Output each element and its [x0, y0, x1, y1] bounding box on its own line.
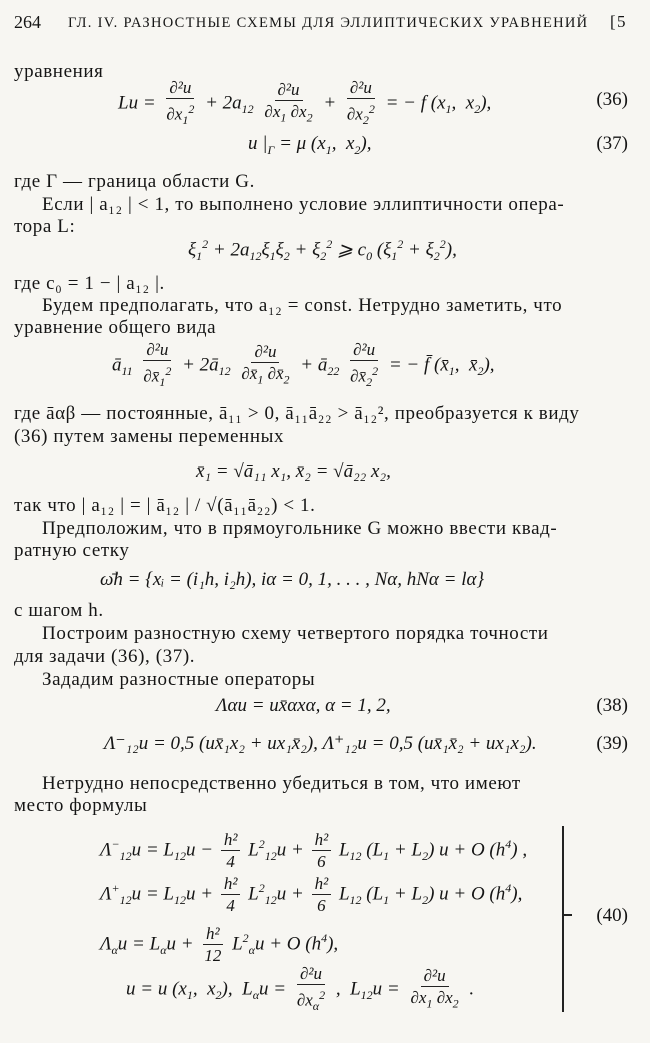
- text-line: ратную сетку: [14, 540, 130, 561]
- equation-39: Λ⁻₁₂u = 0,5 (ux̄₁x₂ + ux₁x̄₂), Λ⁺₁₂u = 0,5 (ux̄₁x̄₂ + ux₁x₂).: [104, 733, 537, 754]
- variable-substitution: x̄₁ = √ā₁₁ x₁, x̄₂ = √ā₂₂ x₂,: [196, 461, 391, 482]
- section-number: [5: [610, 12, 627, 31]
- text-line: так что | a₁₂ | = | ā₁₂ | / √(ā₁₁ā₂₂) < 1.: [14, 495, 316, 516]
- equation-general-form: $ā_{11}$ $\frac{\text{∂²u}}{\partial x̄_1^2}$ + $2ā_{12}$ $\frac{\text{∂²u}}{\partial x̄_1 \partial x̄_2}$ + $ā_{22}$ $\frac{\text{∂²u}}{\partial x̄_2^2}$ = − f̄ ($x̄_1$, $x̄_2$),: [112, 340, 495, 390]
- grid-definition: ω̄h = {xᵢ = (i₁h, i₂h), iα = 0, 1, . . . , Nα, hNα = lα}: [100, 569, 485, 590]
- formula-40-line-3: $\Lambda_\alpha u = L_\alpha u$ + $\frac{\text{h²}}{12}$ $L^2_\alpha u + O$ $(h^4)$,: [100, 924, 339, 966]
- equation-number-40: (40): [596, 905, 628, 926]
- equation-38: Λαu = ux̄αxα, α = 1, 2,: [216, 695, 391, 716]
- text-line: тора L:: [14, 216, 76, 237]
- equation-number-38: (38): [596, 695, 628, 716]
- text-line: Зададим разностные операторы: [42, 669, 316, 690]
- text-line: Предположим, что в прямоугольнике G можно ввести квад-: [42, 518, 558, 539]
- right-brace: [548, 826, 564, 1012]
- text-line: Если | a₁₂ | < 1, то выполнено условие эллиптичности опера-: [42, 194, 565, 215]
- text-line: (36) путем замены переменных: [14, 426, 285, 447]
- equation-number-37: (37): [596, 133, 628, 154]
- formula-40-line-2: $\Lambda^+_{12}u = L_{12}u$ + $\frac{\text{h²}}{4}$ $L^2_{12}u$ + $\frac{\text{h²}}{6}$ $L_{12}$ $(L_1 + L_2) u + O$ $(h^4)$,: [100, 874, 523, 916]
- text-line: где c₀ = 1 − | a₁₂ |.: [14, 273, 165, 294]
- text-line: Нетрудно непосредственно убедиться в том, что имеют: [42, 773, 521, 794]
- text-line: с шагом h.: [14, 600, 104, 621]
- equation-number-36: (36): [596, 89, 628, 110]
- equation-37: u $|_\Gamma = \mu$ ($x_1$, $x_2$),: [248, 133, 372, 157]
- text-line: где Γ — граница области G.: [14, 171, 255, 192]
- running-title: ГЛ. IV. РАЗНОСТНЫЕ СХЕМЫ ДЛЯ ЭЛЛИПТИЧЕСКИХ УРАВНЕНИЙ: [68, 15, 589, 31]
- page-number: 264: [14, 12, 41, 32]
- text-line: Будем предполагать, что a₁₂ = const. Нетрудно заметить, что: [42, 295, 563, 316]
- eq36-lhs: Lu =: [118, 92, 156, 114]
- equation-36: Lu = $\frac{\text{∂²u}}{\partial x_1^2}$ + $2a_{12}$ $\frac{\text{∂²u}}{\partial x_1 \partial x_2}$ + $\frac{\text{∂²u}}{\partial x_2^2}$ = − f ($x_1$, $x_2$),: [118, 78, 492, 128]
- equation-number-39: (39): [596, 733, 628, 754]
- text-line: место формулы: [14, 795, 148, 816]
- text-line: уравнения: [14, 61, 104, 82]
- text-line: для задачи (36), (37).: [14, 646, 196, 667]
- text-line: где āαβ — постоянные, ā₁₁ > 0, ā₁₁ā₂₂ > ā₁₂², преобразуется к виду: [14, 403, 580, 424]
- formula-40-line-4: u = u ($x_1$, $x_2$), $L_\alpha u$ = $\frac{\text{∂²u}}{\partial x_\alpha^2}$ , $L_{12}u$ = $\frac{\text{∂²u}}{\partial x_1 \partial x_2}$ .: [126, 964, 475, 1014]
- ellipticity-inequality: $\xi_1^2 + 2a_{12}\xi_1\xi_2 + \xi_2^2$ ⩾ $c_0$ $(\xi_1^2 + \xi_2^2)$,: [188, 237, 457, 264]
- text-line: Построим разностную схему четвертого порядка точности: [42, 623, 549, 644]
- text-line: уравнение общего вида: [14, 317, 217, 338]
- formula-40-line-1: $\Lambda^-_{12}u = L_{12}u$ − $\frac{\text{h²}}{4}$ $L^2_{12}u$ + $\frac{\text{h²}}{6}$ $L_{12}$ $(L_1 + L_2) u + O$ $(h^4)$ ,: [100, 830, 528, 872]
